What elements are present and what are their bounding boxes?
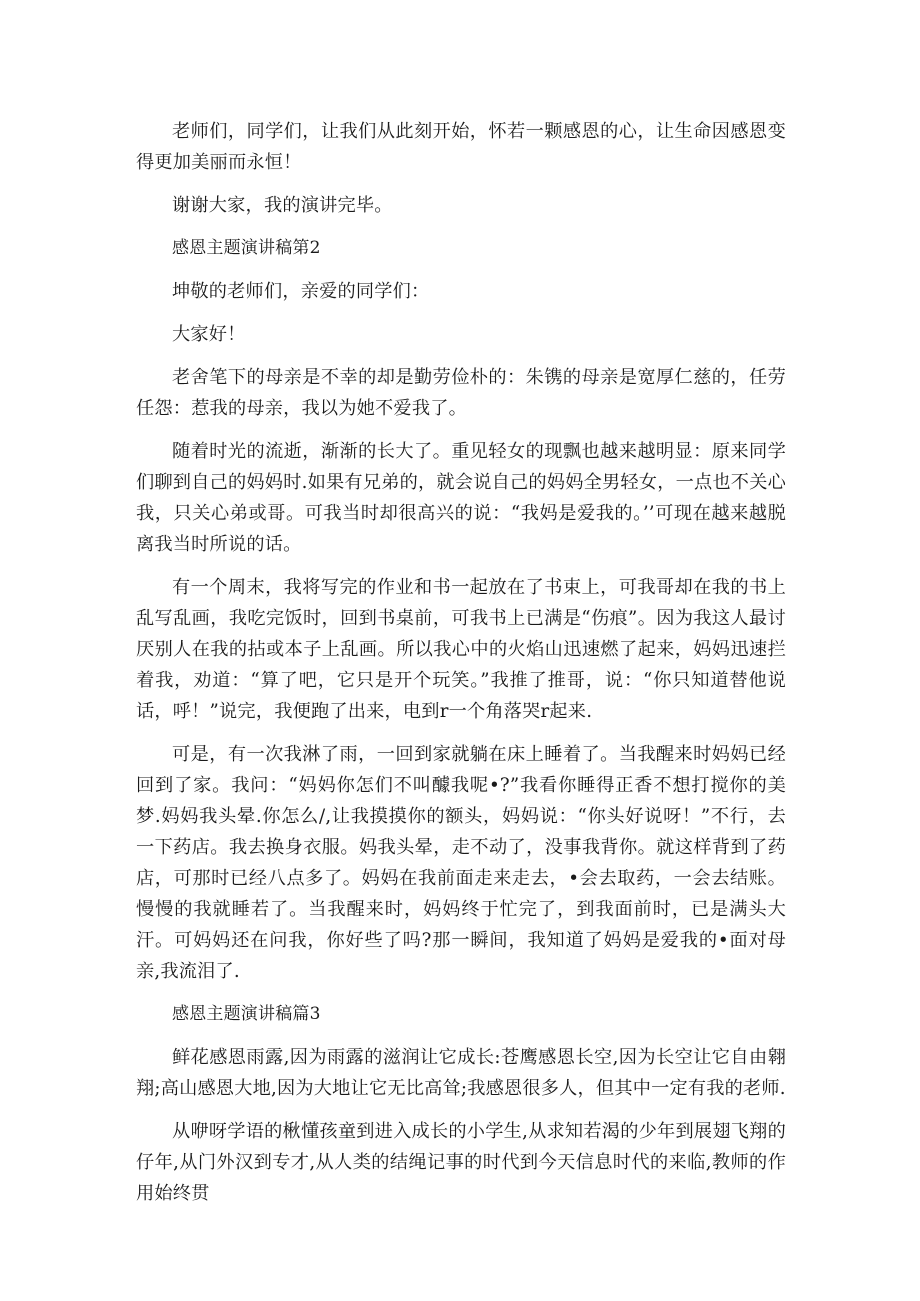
paragraph-closing-appeal: 老师们，同学们，让我们从此刻开始，怀若一颗感恩的心，让生命因感恩变得更加美丽而永恒！ [136,121,786,173]
section-heading-2: 感恩主题演讲稿第2 [172,238,321,258]
section-heading-3: 感恩主题演讲稿篇3 [172,1004,321,1024]
paragraph-teachers-role: 从咿呀学语的楸懂孩童到进入成长的小学生,从求知若渴的少年到展翅飞翔的仔年,从门外汉到专才,从人类的结绳记事的时代到今天信息时代的来临,教师的作用始终贯 [136,1121,786,1204]
paragraph-rain-story: 可是，有一次我淋了雨，一回到家就躺在床上睡着了。当我醒来时妈妈已经回到了家。我问：“妈妈你怎们不叫醵我呢•?”我看你睡得正香不想打搅你的美梦.妈妈我头晕.你怎么/,让我摸摸你的额头，妈妈说：“你头好说呀！”不行，去一下药店。我去换身衣服。妈我头晕，走不动了，没事我背你。就这样背到了药店，可那时已经八点多了。妈妈在我前面走来走去，•会去取药，一会去结账。慢慢的我就睡若了。当我醒来时，妈妈终于忙完了，到我面前时，已是满头大汗。可妈妈还在问我，你好些了吗?那一瞬间，我知道了妈妈是爱我的•面对母亲,我流泪了. [136,744,786,982]
paragraph-thanks: 谢谢大家，我的演讲完毕。 [172,195,393,216]
document-page [136,116,786,1209]
paragraph-growing-up: 随着时光的流逝，渐渐的长大了。重见轻女的现飘也越来越明显：原来同学们聊到自己的妈妈时.如果有兄弟的，就会说自己的妈妈全男轻女，一点也不关心我，只关心弟或哥。可我当时却很高兴的说：“我妈是爱我的。’’可现在越来越脱离我当时所说的话。 [136,441,786,555]
paragraph-weekend-story: 有一个周末，我将写完的作业和书一起放在了书束上，可我哥却在我的书上乱写乱画，我吃完饭时，回到书桌前，可我书上已满是“伤痕”。因为我这人最讨厌别人在我的拈或本子上乱画。所以我心中的火焰山迅速燃了起来，妈妈迅速拦着我，劝道：“算了吧，它只是开个玩笑。”我推了推哥，说：“你只知道替他说话，呼！”说完，我便跑了出来，电到r一个角落哭r起来. [136,577,786,722]
paragraph-salutation: 坤敬的老师们，亲爱的同学们： [172,281,430,302]
paragraph-mothers-in-literature: 老舍笔下的母亲是不幸的却是勤劳俭朴的：朱镌的母亲是宽厚仁慈的，任劳任怨：惹我的母亲，我以为她不爱我了。 [136,367,786,419]
paragraph-gratitude-nature: 鲜花感恩雨露,因为雨露的滋润让它成长:苍鹰感恩长空,因为长空让它自由翱翔;高山感恩大地,因为大地让它无比高耸;我感恩很多人，但其中一定有我的老师. [136,1047,786,1099]
paragraph-greeting: 大家好！ [172,324,246,345]
